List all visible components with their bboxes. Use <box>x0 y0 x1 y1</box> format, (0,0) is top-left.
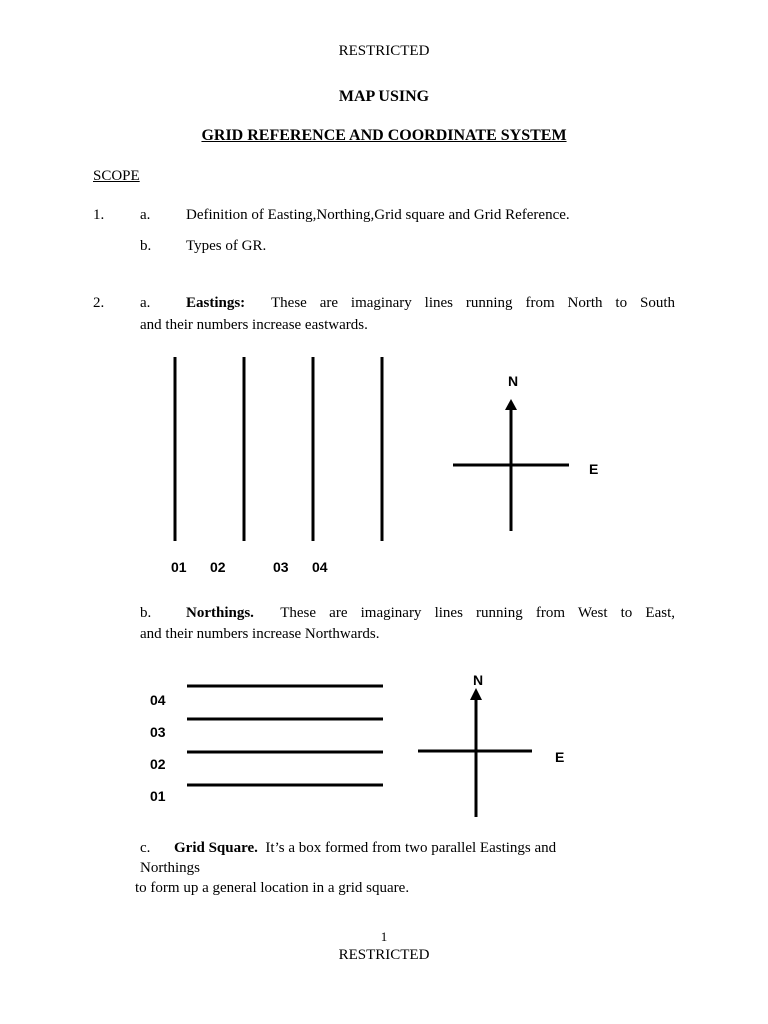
grid-square-definition-line2: Northings <box>140 860 200 876</box>
scope-heading: SCOPE <box>93 168 140 184</box>
easting-label-03: 03 <box>273 559 289 575</box>
easting-label-02: 02 <box>210 559 226 575</box>
northings-term: Northings. <box>186 605 254 621</box>
item-1a-letter: a. <box>140 207 151 223</box>
item-2b-letter: b. <box>140 605 152 621</box>
item-1b-letter: b. <box>140 238 152 254</box>
north-arrow-2-icon <box>470 688 482 700</box>
item-1a-text: Definition of Easting,Northing,Grid square and Grid Reference. <box>186 207 570 223</box>
document-subtitle: GRID REFERENCE AND COORDINATE SYSTEM <box>201 127 567 144</box>
northings-definition-line2: and their numbers increase Northwards. <box>140 626 380 642</box>
grid-square-term: Grid Square. <box>174 840 258 856</box>
item-2a-letter: a. <box>140 295 151 311</box>
compass-east-label: E <box>589 461 599 477</box>
easting-label-04: 04 <box>312 559 328 575</box>
compass2-north-label: N <box>473 672 484 688</box>
northing-label-01: 01 <box>150 788 166 804</box>
item-2c-letter: c. <box>140 840 151 856</box>
page-number: 1 <box>380 929 388 944</box>
northing-label-02: 02 <box>150 756 166 772</box>
header-classification: RESTRICTED <box>338 43 430 59</box>
document-title: MAP USING <box>338 88 430 105</box>
eastings-definition-line2: and their numbers increase eastwards. <box>140 317 368 333</box>
northing-label-04: 04 <box>150 692 166 708</box>
grid-square-definition-line3: to form up a general location in a grid square. <box>135 880 410 896</box>
eastings-text-1: These are imaginary lines running from North to South <box>271 295 675 311</box>
item-2-number: 2. <box>93 295 105 311</box>
compass-north-label: N <box>508 373 519 389</box>
easting-label-01: 01 <box>171 559 187 575</box>
north-arrow-icon <box>505 399 517 410</box>
northings-text-1: These are imaginary lines running from West to East, <box>280 605 675 621</box>
northings-definition-line1 <box>186 605 675 622</box>
item-1-number: 1. <box>93 207 105 223</box>
grid-square-definition-line1 <box>174 840 556 857</box>
footer-classification: RESTRICTED <box>338 947 430 963</box>
northing-label-03: 03 <box>150 724 166 740</box>
grid-square-text-1: It’s a box formed from two parallel Eastings and <box>265 840 557 856</box>
eastings-term: Eastings: <box>186 295 246 311</box>
item-1b-text: Types of GR. <box>186 238 267 254</box>
compass2-east-label: E <box>555 749 565 765</box>
